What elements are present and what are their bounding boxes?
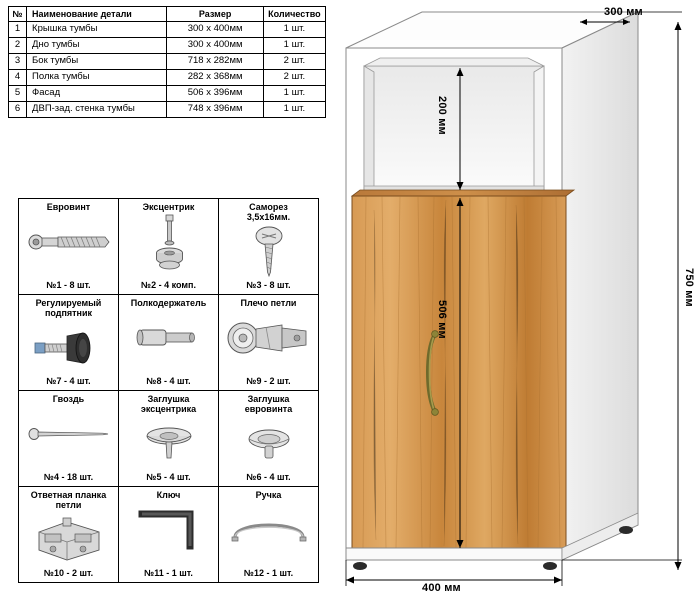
table-row — [9, 54, 326, 70]
hardware-quantity: №6 - 4 шт. — [246, 472, 291, 482]
hardware-row — [19, 295, 319, 391]
hardware-title: Ответная планка петли — [30, 490, 107, 511]
cell-quantity: 1 шт. — [263, 86, 325, 102]
cell-size: 300 х 400мм — [167, 38, 263, 54]
dimension-niche-height: 200 мм — [436, 96, 448, 135]
hardware-cell-self-tapping-screw — [219, 199, 319, 295]
header-quantity: Количество — [263, 7, 325, 22]
dimension-facade-height: 506 мм — [436, 300, 448, 339]
cell-size: 300 х 400мм — [167, 22, 263, 38]
cell-part-name: Бок тумбы — [27, 54, 167, 70]
hardware-title: Полкодержатель — [130, 298, 207, 308]
cell-size: 718 х 282мм — [167, 54, 263, 70]
hardware-title: Ручка — [255, 490, 282, 500]
hardware-title: Заглушка эксцентрика — [140, 394, 197, 415]
table-row — [9, 101, 326, 117]
cabinet-svg — [330, 0, 700, 602]
hardware-row — [19, 487, 319, 583]
hardware-quantity: №4 - 18 шт. — [43, 472, 94, 482]
hardware-cell-hinge-plate — [19, 487, 119, 583]
cell-number: 3 — [9, 54, 27, 70]
cell-number: 6 — [9, 101, 27, 117]
hardware-cell-euro-screw — [19, 199, 119, 295]
hardware-row — [19, 391, 319, 487]
header-size: Размер — [167, 7, 263, 22]
hardware-list — [18, 198, 319, 583]
hardware-cell-cam-lock — [119, 199, 219, 295]
cell-part-name: Полка тумбы — [27, 70, 167, 86]
hardware-quantity: №2 - 4 комп. — [141, 280, 196, 290]
nail-icon — [21, 405, 116, 463]
hex-key-icon — [121, 501, 216, 559]
cabinet-body — [346, 12, 638, 570]
cell-quantity: 2 шт. — [263, 54, 325, 70]
table-row — [9, 70, 326, 86]
hardware-cell-nail — [19, 391, 119, 487]
cell-quantity: 2 шт. — [263, 70, 325, 86]
hardware-quantity: №9 - 2 шт. — [246, 376, 291, 386]
hardware-quantity: №11 - 1 шт. — [144, 568, 193, 578]
shelf-support-icon — [121, 309, 216, 367]
dimension-depth: 300 мм — [604, 6, 643, 18]
cell-number: 1 — [9, 22, 27, 38]
cell-size: 748 х 396мм — [167, 101, 263, 117]
cell-number: 4 — [9, 70, 27, 86]
cell-part-name: Фасад — [27, 86, 167, 102]
hardware-title: Ключ — [156, 490, 181, 500]
header-number: № — [9, 7, 27, 22]
hardware-title: Эксцентрик — [142, 202, 195, 212]
hardware-title: Заглушка евровинта — [244, 394, 293, 415]
hardware-title: Еврoвинт — [46, 202, 91, 212]
hardware-quantity: №1 - 8 шт. — [46, 280, 91, 290]
handle-icon — [221, 501, 316, 559]
parts-table — [8, 6, 326, 118]
cam-cap-icon — [121, 415, 216, 473]
cell-quantity: 1 шт. — [263, 101, 325, 117]
table-header-row — [9, 7, 326, 22]
self-tapping-screw-icon — [221, 223, 316, 281]
cell-part-name: Дно тумбы — [27, 38, 167, 54]
hardware-quantity: №3 - 8 шт. — [246, 280, 291, 290]
hardware-cell-hex-key — [119, 487, 219, 583]
hardware-quantity: №8 - 4 шт. — [146, 376, 191, 386]
cell-number: 5 — [9, 86, 27, 102]
dimension-width: 400 мм — [422, 582, 461, 594]
cell-size: 506 х 396мм — [167, 86, 263, 102]
cell-part-name: Крышка тумбы — [27, 22, 167, 38]
table-row — [9, 38, 326, 54]
hardware-cell-cam-cap — [119, 391, 219, 487]
hinge-arm-icon — [221, 309, 316, 367]
cam-lock-icon — [121, 213, 216, 271]
hardware-cell-hinge-arm — [219, 295, 319, 391]
cabinet-foot — [353, 562, 367, 570]
adjustable-foot-icon — [21, 319, 116, 377]
dimension-total-height: 750 мм — [683, 268, 695, 307]
hardware-title: Саморез 3,5х16мм. — [246, 202, 291, 223]
hardware-title: Регулируемый подпятник — [35, 298, 102, 319]
hardware-title: Гвоздь — [52, 394, 85, 404]
hinge-plate-icon — [21, 511, 116, 569]
cabinet-foot — [543, 562, 557, 570]
hardware-quantity: №10 - 2 шт. — [43, 568, 94, 578]
hardware-quantity: №12 - 1 шт. — [243, 568, 294, 578]
euro-screw-cap-icon — [221, 415, 316, 473]
header-part-name: Наименование детали — [27, 7, 167, 22]
cell-quantity: 1 шт. — [263, 22, 325, 38]
hardware-cell-handle — [219, 487, 319, 583]
hardware-cell-adjustable-foot — [19, 295, 119, 391]
hardware-quantity: №5 - 4 шт. — [146, 472, 191, 482]
hardware-row — [19, 199, 319, 295]
hardware-quantity: №7 - 4 шт. — [46, 376, 91, 386]
table-row — [9, 86, 326, 102]
hardware-title: Плечо петли — [240, 298, 297, 308]
wooden-facade — [352, 190, 574, 548]
cell-part-name: ДВП-зад. стенка тумбы — [27, 101, 167, 117]
table-row — [9, 22, 326, 38]
cabinet-illustration — [330, 0, 700, 602]
cabinet-foot — [619, 526, 633, 534]
cell-number: 2 — [9, 38, 27, 54]
cell-size: 282 х 368мм — [167, 70, 263, 86]
hardware-cell-euro-screw-cap — [219, 391, 319, 487]
euro-screw-icon — [21, 213, 116, 271]
cell-quantity: 1 шт. — [263, 38, 325, 54]
hardware-cell-shelf-support — [119, 295, 219, 391]
